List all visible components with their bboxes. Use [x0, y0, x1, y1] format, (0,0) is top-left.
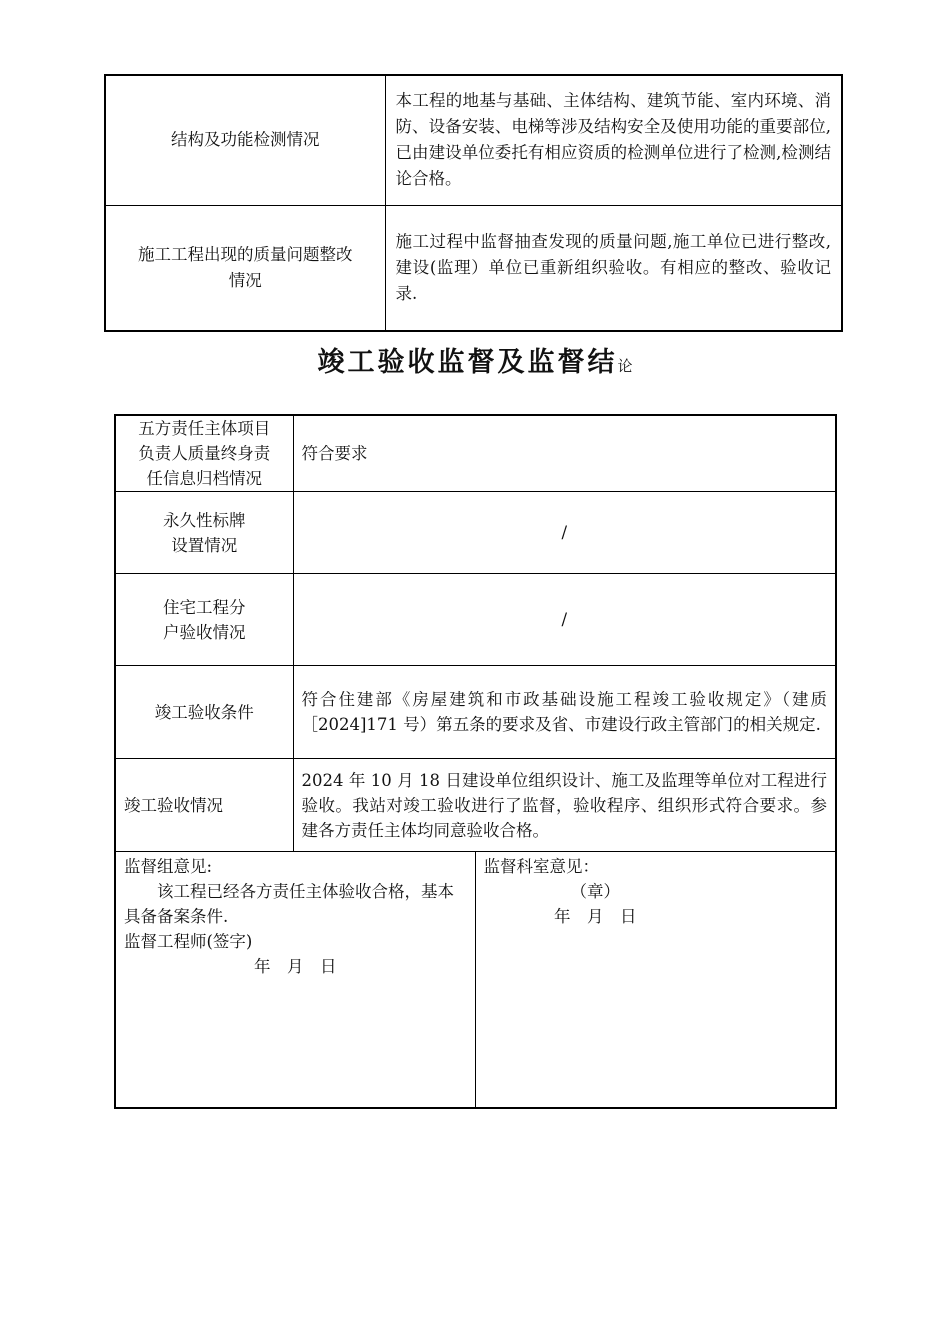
row-label-acceptance-situation: 竣工验收情况: [115, 759, 293, 852]
group-opinion-body: 该工程已经各方责任主体验收合格，基本具备备案条件.: [124, 882, 454, 926]
table-row: [105, 205, 842, 331]
row-label-quality-rectification: [105, 205, 385, 331]
row-value-permanent-sign: /: [293, 492, 836, 574]
label-line: 任信息归档情况: [146, 469, 262, 488]
label-line: 五方责任主体项目: [138, 419, 271, 438]
row-value-quality-rectification: 施工过程中监督抽查发现的质量问题,施工单位已进行整改,建设(监理）单位已重新组织验收。有相应的整改、验收记录.: [385, 205, 842, 331]
engineer-signature-label: 监督工程师(签字): [124, 932, 253, 951]
inspection-table: [104, 74, 843, 332]
section-heading-main: 竣工验收监督及监督结: [317, 347, 618, 378]
row-label-permanent-sign: [115, 492, 293, 574]
supervision-conclusion-table: [114, 414, 837, 1109]
row-value-structure-function-testing: 本工程的地基与基础、主体结构、建筑节能、室内环境、消防、设备安装、电梯等涉及结构安全及使用功能的重要部位,已由建设单位委托有相应资质的检测单位进行了检测,检测结论合格。: [385, 75, 842, 205]
group-opinion-title: 监督组意见:: [124, 857, 213, 876]
section-heading-tail: 论: [617, 357, 633, 375]
table-row: [115, 415, 836, 492]
row-label-acceptance-conditions: 竣工验收条件: [115, 666, 293, 759]
section-heading: [0, 340, 950, 379]
office-opinion-title: 监督科室意见：: [483, 857, 599, 876]
row-label-structure-function-testing: 结构及功能检测情况: [105, 75, 385, 205]
table-row: [115, 574, 836, 666]
label-line: 设置情况: [171, 535, 238, 555]
label-line: 施工工程出现的质量问题整改: [138, 244, 353, 264]
table-row: [115, 492, 836, 574]
table-row: [105, 75, 842, 205]
label-line: 情况: [228, 270, 262, 290]
opinion-row: [115, 852, 836, 1108]
office-stamp-label: （章）: [570, 882, 620, 901]
row-label-responsibility-archive: [115, 415, 293, 492]
row-label-household-acceptance: [115, 574, 293, 666]
row-value-responsibility-archive: 符合要求: [293, 415, 836, 492]
row-value-acceptance-conditions: 符合住建部《房屋建筑和市政基础设施工程竣工验收规定》（建质［2024]171 号）第五条的要求及省、市建设行政主管部门的相关规定.: [293, 666, 836, 759]
office-opinion-date: 年 月 日: [554, 907, 637, 926]
label-line: 负责人质量终身责: [138, 444, 271, 463]
table-row: [115, 759, 836, 852]
row-value-acceptance-situation: 2024 年 10 月 18 日建设单位组织设计、施工及监理等单位对工程进行验收。我站对竣工验收进行了监督，验收程序、组织形式符合要求。参建各方责任主体均同意验收合格。: [293, 759, 836, 852]
label-line: 永久性标牌: [163, 510, 246, 530]
table-row: [115, 666, 836, 759]
row-value-household-acceptance: /: [293, 574, 836, 666]
supervision-group-opinion: [115, 852, 475, 1108]
supervision-office-opinion: [475, 852, 836, 1108]
group-opinion-date: 年 月 日: [254, 957, 337, 976]
label-line: 户验收情况: [163, 622, 246, 642]
label-line: 住宅工程分: [163, 597, 246, 617]
